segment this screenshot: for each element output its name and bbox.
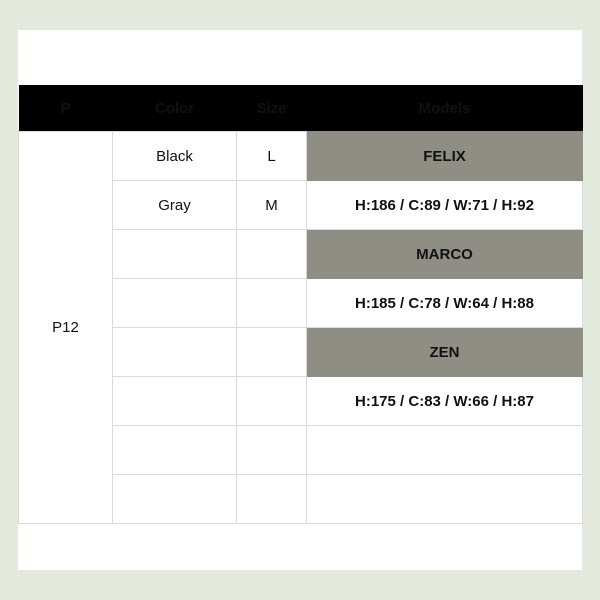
size-cell — [237, 377, 307, 426]
model-measurements-cell: H:186 / C:89 / W:71 / H:92 — [307, 181, 583, 230]
color-cell — [113, 426, 237, 475]
table-body — [19, 132, 583, 524]
column-header-p: P — [19, 85, 113, 132]
size-cell — [237, 328, 307, 377]
table-row — [19, 132, 583, 181]
model-name-cell: MARCO — [307, 230, 583, 279]
table-header-row — [19, 85, 583, 132]
color-cell — [113, 230, 237, 279]
table-header — [19, 85, 583, 132]
spec-sheet — [18, 30, 582, 570]
model-name-cell: FELIX — [307, 132, 583, 181]
color-cell: Black — [113, 132, 237, 181]
size-cell — [237, 426, 307, 475]
color-cell — [113, 377, 237, 426]
color-cell — [113, 279, 237, 328]
size-cell: M — [237, 181, 307, 230]
color-cell — [113, 475, 237, 524]
models-cell — [307, 475, 583, 524]
model-measurements-cell: H:175 / C:83 / W:66 / H:87 — [307, 377, 583, 426]
column-header-size: Size — [237, 85, 307, 132]
model-name-cell: ZEN — [307, 328, 583, 377]
size-cell — [237, 230, 307, 279]
product-spec-table — [18, 85, 583, 524]
models-cell — [307, 426, 583, 475]
product-code-cell: P12 — [19, 132, 113, 524]
size-cell: L — [237, 132, 307, 181]
color-cell: Gray — [113, 181, 237, 230]
size-cell — [237, 279, 307, 328]
column-header-models: Models — [307, 85, 583, 132]
color-cell — [113, 328, 237, 377]
column-header-color: Color — [113, 85, 237, 132]
size-cell — [237, 475, 307, 524]
model-measurements-cell: H:185 / C:78 / W:64 / H:88 — [307, 279, 583, 328]
